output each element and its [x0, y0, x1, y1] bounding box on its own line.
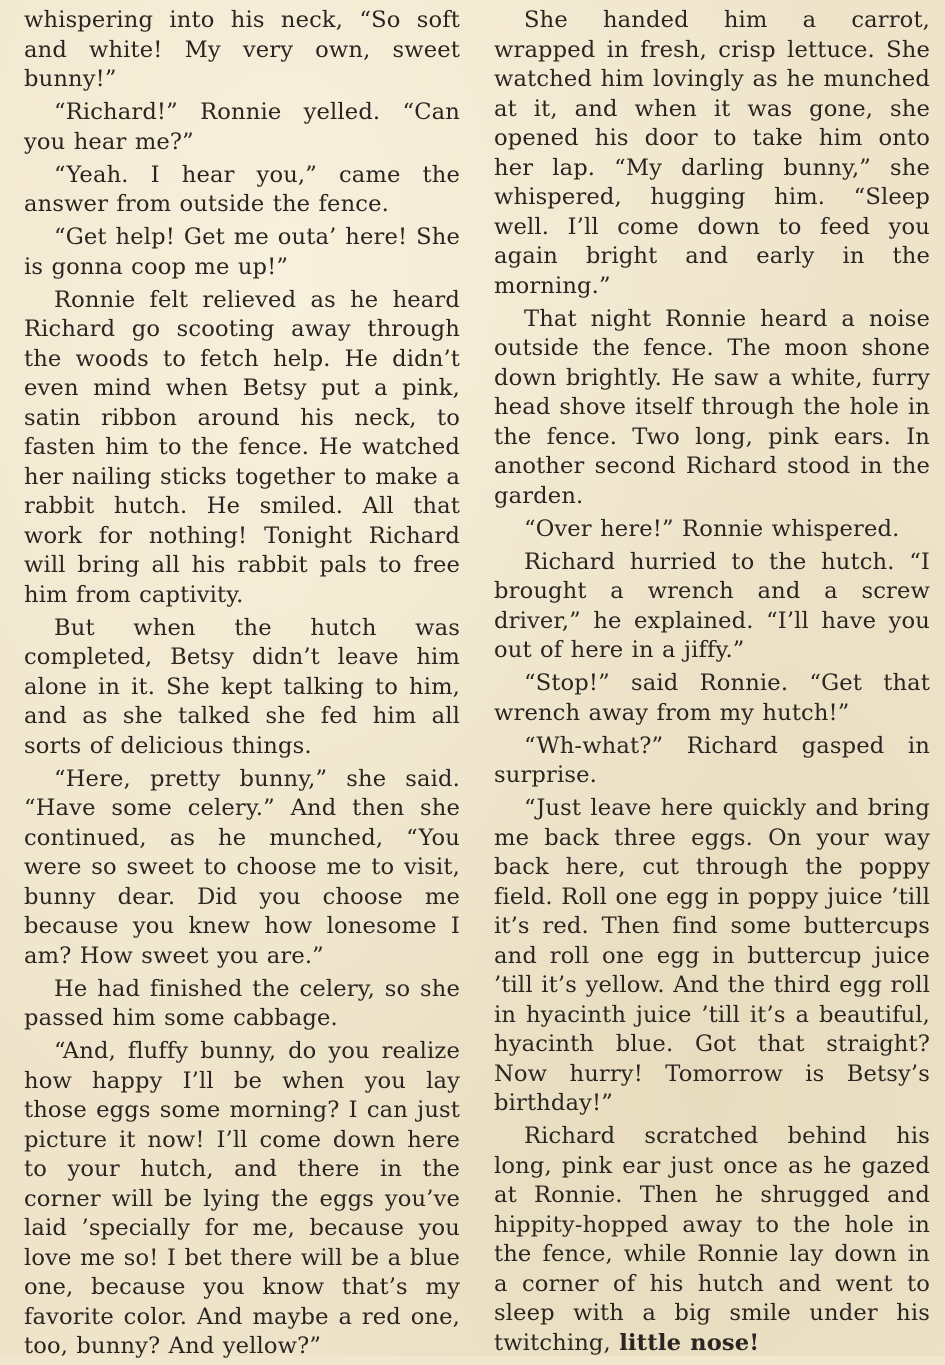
paragraph: “Just leave here quickly and bring me back three eggs. On your way back here, cut through the poppy field. Roll one egg in poppy juice ’till it’s red. Then find some buttercups and roll one egg in buttercup juice ’till it’s yellow. And the third egg roll in hyacinth juice ’till it’s a beautiful, hyacinth blue. Got that straight? Now hurry! Tomorrow is Betsy’s birthday!” [494, 795, 930, 1116]
closing-bold-text: little nose! [619, 1329, 760, 1356]
paragraph: “And, fluffy bunny, do you realize how happy I’ll be when you lay those eggs some morning? I can just picture it now! I’ll come down here to your hutch, and there in the corner will be lying the eggs you’ve laid ’specially for me, because you love me so! I bet there will be a blue one, because you know that’s my favorite color. And maybe a red one, too, bunny? And yellow?” [24, 1038, 460, 1359]
paragraph: “Wh-what?” Richard gasped in surprise. [494, 732, 930, 788]
paragraph: Richard hurried to the hutch. “I brought a wrench and a screw driver,” he explained. “I’ll have you out of here in a jiffy.” [494, 548, 930, 663]
paragraph: “Yeah. I hear you,” came the answer from outside the fence. [24, 161, 460, 217]
right-column [494, 6, 930, 1362]
left-column [24, 6, 460, 1365]
paragraph: She handed him a carrot, wrapped in fresh, crisp lettuce. She watched him lovingly as he munched at it, and when it was gone, she opened his door to take him onto her lap. “My darling bunny,” she whispered, hugging him. “Sleep well. I’ll come down to feed you again bright and early in the morning.” [494, 7, 930, 299]
paragraph: Ronnie felt relieved as he heard Richard go scooting away through the woods to fetch help. He didn’t even mind when Betsy put a pink, satin ribbon around his neck, to fasten him to the fence. He watched her nailing sticks together to make a rabbit hutch. He smiled. All that work for nothing! Tonight Richard will bring all his rabbit pals to free him from captivity. [24, 286, 460, 608]
paragraph: “Stop!” said Ronnie. “Get that wrench away from my hutch!” [494, 670, 930, 726]
closing-paragraph-text: Richard scratched behind his long, pink ear just once as he gazed at Ronnie. Then he shrugged and hippity-hopped away to the hole in the fence, while Ronnie lay down in a corner of his hutch and went to sleep with a big smile under his twitching, [494, 1123, 930, 1356]
paragraph: That night Ronnie heard a noise outside the fence. The moon shone down brightly. He saw a white, furry head shove itself through the hole in the fence. Two long, pink ears. In another second Richard stood in the garden. [494, 305, 930, 509]
paragraph: whispering into his neck, “So soft and white! My very own, sweet bunny!” [24, 7, 460, 92]
paragraph: “Over here!” Ronnie whispered. [524, 515, 900, 542]
paragraph: But when the hutch was completed, Betsy didn’t leave him alone in it. She kept talking to him, and as she talked she fed him all sorts of delicious things. [24, 614, 460, 759]
paragraph: “Here, pretty bunny,” she said. “Have some celery.” And then she continued, as he munched, “You were so sweet to choose me to visit, bunny dear. Did you choose me because you knew how lonesome I am? How sweet you are.” [24, 765, 460, 969]
closing-paragraph [494, 1122, 930, 1358]
column-gutter [474, 0, 475, 1356]
paragraph: “Get help! Get me outa’ here! She is gonna coop me up!” [24, 224, 460, 280]
paragraph: He had finished the celery, so she passed him some cabbage. [24, 975, 460, 1031]
paragraph: “Richard!” Ronnie yelled. “Can you hear me?” [24, 99, 460, 155]
